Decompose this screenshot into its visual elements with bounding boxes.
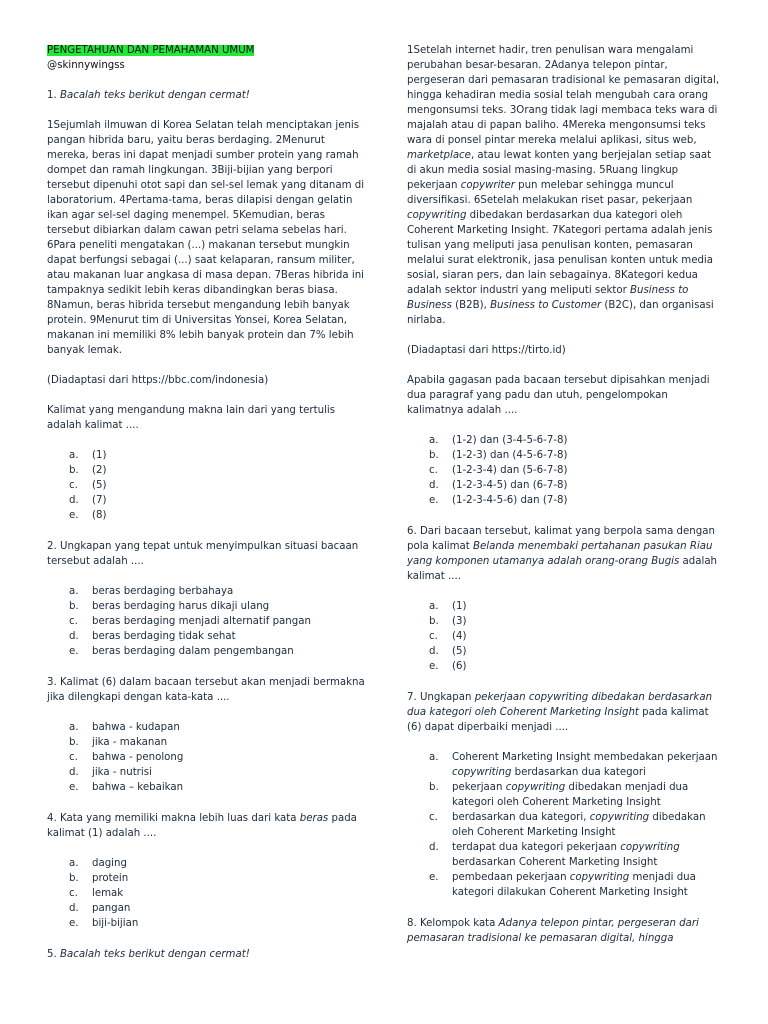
option-item[interactable]: a. beras berdaging berbahaya	[69, 586, 234, 597]
option-item[interactable]: d. (5)	[429, 646, 467, 657]
option-item[interactable]: b. (2)	[69, 465, 107, 476]
q6-question: 6. Dari bacaan tersebut, kalimat yang berpola sama dengan pola kalimat Belanda menembaki pertahanan pasukan Riau yang komponen utamanya adalah orang-orang Bugis adalah kalimat ....	[407, 526, 718, 582]
q1-instruction	[47, 88, 365, 103]
author-handle: @skinnywingss	[47, 60, 125, 71]
option-item[interactable]: a. (1-2) dan (3-4-5-6-7-8)	[429, 435, 568, 446]
q2-text: Ungkapan yang tepat untuk menyimpulkan situasi bacaan tersebut adalah ....	[47, 541, 359, 567]
q6-options	[407, 599, 723, 674]
q5-instruction: 5. Bacalah teks berikut dengan cermat!	[47, 949, 250, 960]
option-item[interactable]: a. (1)	[429, 601, 467, 612]
q4-options	[47, 856, 365, 931]
q4-keyword: beras	[299, 813, 329, 824]
q1-question: Kalimat yang mengandung makna lain dari yang tertulis adalah kalimat ....	[47, 405, 336, 431]
document-title	[47, 43, 365, 58]
passage-2: 1Setelah internet hadir, tren penulisan wara mengalami perubahan besar-besaran. 2Adanya telepon pintar, pergeseran dari pemasaran tradisional ke pemasaran digital, hingga kehadiran media sosial telah mengubah cara orang mengonsumsi teks. 3Orang tidak lagi membaca teks wara di majalah atau di papan baliho. 4Mereka mengonsumsi teks wara di ponsel pintar mereka melalui aplikasi, situs web, marketplace, atau lewat konten yang berjejalan setiap saat di akun media sosial masing-masing. 5Ruang lingkup pekerjaan copywriter pun melebar sehingga muncul diversifikasi. 6Setelah melakukan riset pasar, pekerjaan copywriting dibedakan berdasarkan dua kategori oleh Coherent Marketing Insight. 7Kategori pertama adalah jenis tulisan yang meliputi jasa penulisan konten, pemasaran melalui surat elektronik, jasa penulisan konten untuk media sosial, siaran pers, dan lain sebagainya. 8Kategori kedua adalah sektor industri yang meliputi sektor Business to Business (B2B), Business to Customer (B2C), dan organisasi nirlaba.	[407, 45, 720, 326]
option-item[interactable]: b. pekerjaan copywriting dibedakan menjadi dua kategori oleh Coherent Marketing Insight	[429, 782, 689, 808]
option-item[interactable]: d. jika - nutrisi	[69, 767, 152, 778]
source-2: (Diadaptasi dari https://tirto.id)	[407, 345, 566, 356]
option-item[interactable]: a. (1)	[69, 450, 107, 461]
q7-options	[407, 750, 723, 900]
option-item[interactable]: e. bahwa – kebaikan	[69, 782, 184, 793]
option-item[interactable]: c. bahwa - penolong	[69, 752, 184, 763]
option-item[interactable]: c. (5)	[69, 480, 107, 491]
left-column	[47, 43, 365, 962]
option-item[interactable]: c. berdasarkan dua kategori, copywriting dibedakan oleh Coherent Marketing Insight	[429, 812, 706, 838]
option-item[interactable]: d. beras berdaging tidak sehat	[69, 631, 236, 642]
option-item[interactable]: d. (7)	[69, 495, 107, 506]
option-item[interactable]: a. daging	[69, 858, 127, 869]
option-item[interactable]: d. pangan	[69, 903, 131, 914]
q3-question: 3. Kalimat (6) dalam bacaan tersebut akan menjadi bermakna jika dilengkapi dengan kata-kata ....	[47, 677, 365, 703]
q7-question: 7. Ungkapan pekerjaan copywriting dibedakan berdasarkan dua kategori oleh Coherent Marketing Insight pada kalimat (6) dapat diperbaiki menjadi ....	[407, 692, 713, 733]
option-item[interactable]: d. (1-2-3-4-5) dan (6-7-8)	[429, 480, 568, 491]
source-1: (Diadaptasi dari https://bbc.com/indonesia)	[47, 375, 269, 386]
option-item[interactable]: b. (1-2-3) dan (4-5-6-7-8)	[429, 450, 568, 461]
q2-question	[47, 539, 365, 569]
option-item[interactable]: e. biji-bijian	[69, 918, 139, 929]
option-item[interactable]: e. (8)	[69, 510, 107, 521]
q1-options	[47, 448, 365, 523]
right-column	[407, 43, 723, 946]
q5-number: 5.	[47, 949, 57, 960]
passage-1: 1Sejumlah ilmuwan di Korea Selatan telah menciptakan jenis pangan hibrida baru, yaitu beras berdaging. 2Menurut mereka, beras ini dapat menjadi sumber protein yang ramah dompet dan ramah lingkungan. 3Biji-bijian yang berpori tersebut dipenuhi otot sapi dan sel-sel lemak yang ditanam di laboratorium. 4Pertama-tama, beras dilapisi dengan gelatin ikan agar sel-sel daging menempel. 5Kemudian, beras tersebut dibiarkan dalam cawan petri selama sebelas hari. 6Para peneliti mengatakan (...) makanan tersebut mungkin dapat berfungsi sebagai (...) saat kelaparan, ransum militer, atau makanan luar angkasa di masa depan. 7Beras hibrida ini tampaknya sedikit lebih keras dibandingkan beras biasa. 8Namun, beras hibrida tersebut mengandung lebih banyak protein. 9Menurut tim di Universitas Yonsei, Korea Selatan, makanan ini memiliki 8% lebih banyak protein dan 7% lebih banyak lemak.	[47, 120, 365, 356]
option-item[interactable]: c. (1-2-3-4) dan (5-6-7-8)	[429, 465, 568, 476]
q1-number: 1.	[47, 90, 57, 101]
option-item[interactable]: c. lemak	[69, 888, 124, 899]
option-item[interactable]: e. beras berdaging dalam pengembangan	[69, 646, 294, 657]
q1-instruction-text: Bacalah teks berikut dengan cermat!	[59, 90, 250, 101]
option-item[interactable]: d. terdapat dua kategori pekerjaan copywriting berdasarkan Coherent Marketing Insight	[429, 842, 680, 868]
q8-question: 8. Kelompok kata Adanya telepon pintar, pergeseran dari pemasaran tradisional ke pemasaran digital, hingga	[407, 918, 699, 944]
option-item[interactable]: a. bahwa - kudapan	[69, 722, 180, 733]
option-item[interactable]: b. protein	[69, 873, 129, 884]
qa-question: Apabila gagasan pada bacaan tersebut dipisahkan menjadi dua paragraf yang padu dan utuh, pengelompokan kalimatnya adalah ....	[407, 375, 710, 416]
option-item[interactable]: c. (4)	[429, 631, 467, 642]
title-highlight: PENGETAHUAN DAN PEMAHAMAN UMUM	[47, 45, 255, 56]
option-item[interactable]: b. jika - makanan	[69, 737, 168, 748]
q2-number: 2.	[47, 541, 57, 552]
option-item[interactable]: e. (6)	[429, 661, 467, 672]
option-item[interactable]: c. beras berdaging menjadi alternatif pangan	[69, 616, 311, 627]
option-item[interactable]: e. (1-2-3-4-5-6) dan (7-8)	[429, 495, 568, 506]
option-item[interactable]: a. Coherent Marketing Insight membedakan pekerjaan copywriting berdasarkan dua kategori	[429, 752, 718, 778]
q2-options	[47, 584, 365, 659]
option-item[interactable]: e. pembedaan pekerjaan copywriting menjadi dua kategori dilakukan Coherent Marketing Insight	[429, 872, 696, 898]
q3-options	[47, 720, 365, 795]
q4-question: 4. Kata yang memiliki makna lebih luas dari kata beras pada kalimat (1) adalah ....	[47, 813, 357, 839]
qa-options	[407, 433, 723, 508]
option-item[interactable]: b. beras berdaging harus dikaji ulang	[69, 601, 270, 612]
option-item[interactable]: b. (3)	[429, 616, 467, 627]
